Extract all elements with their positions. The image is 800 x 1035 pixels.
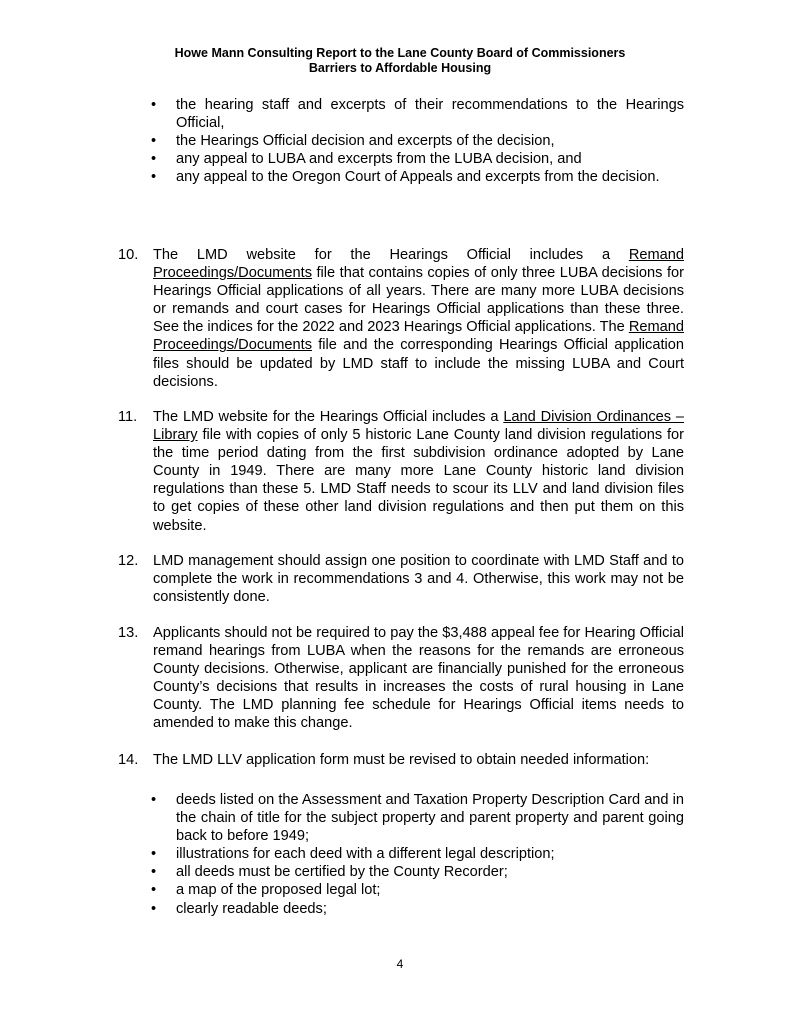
list-item: • all deeds must be certified by the County Recorder;: [118, 863, 684, 881]
list-item: • deeds listed on the Assessment and Taxation Property Description Card and in the chain of title for the subject property and parent property and parent going back to before 1949;: [118, 791, 684, 845]
header-subtitle: Barriers to Affordable Housing: [308, 61, 492, 75]
list-item: • any appeal to the Oregon Court of Appeals and excerpts from the decision.: [118, 168, 684, 186]
list-item: • the hearing staff and excerpts of their recommendations to the Hearings Official,: [118, 96, 684, 132]
list-item: • a map of the proposed legal lot;: [118, 881, 684, 899]
list-item: • the Hearings Official decision and excerpts of the decision,: [118, 132, 684, 150]
item-number: 14.: [118, 752, 139, 768]
recommendation-13: [118, 624, 684, 733]
recommendation-14: [118, 751, 684, 769]
item-text: Applicants should not be required to pay the $3,488 appeal fee for Hearing Official remand hearings from LUBA when the reasons for the remands are erroneous County decisions. Otherwise, applicant are financially punished for the erroneous County’s decisions that results in increases the costs of rural housing in Lane County. The LMD planning fee schedule for Hearings Official items needs to amended to make this change.: [153, 625, 684, 732]
item-text: LMD management should assign one position to coordinate with LMD Staff and to complete the work in recommendations 3 and 4. Otherwise, this work may not be consistently done.: [153, 553, 684, 606]
item-number: 13.: [118, 625, 139, 641]
remand-proceedings-link-2[interactable]: Remand Proceedings/Documents: [153, 319, 684, 354]
document-header: [0, 46, 800, 76]
item-number: 11.: [118, 409, 138, 425]
item-number: 12.: [118, 553, 139, 569]
recommendation-11: [118, 408, 684, 535]
list-item: • any appeal to LUBA and excerpts from the LUBA decision, and: [118, 150, 684, 168]
recommendation-10: [118, 246, 684, 391]
top-bullet-list: [118, 96, 684, 186]
header-title: Howe Mann Consulting Report to the Lane County Board of Commissioners: [174, 46, 626, 60]
item-text: The LMD LLV application form must be revised to obtain needed information:: [153, 752, 650, 768]
item-text: The LMD website for the Hearings Official includes a Remand Proceedings/Documents file that contains copies of only three LUBA decisions for Hearings Official applications of all years. There are many more LUBA decisions or remands and court cases for Hearings Official applications than these three. See the indices for the 2022 and 2023 Hearings Official applications. The Remand Proceedings/Documents file and the corresponding Hearings Official application files should be updated by LMD staff to include the missing LUBA and Court decisions.: [153, 247, 684, 390]
land-division-ordinances-link[interactable]: Land Division Ordinances – Library: [153, 409, 684, 444]
recommendation-12: [118, 552, 684, 606]
item-number: 10.: [118, 247, 139, 263]
page-number: 4: [396, 957, 404, 971]
list-item: • illustrations for each deed with a different legal description;: [118, 845, 684, 863]
bottom-bullet-list: [118, 791, 684, 918]
list-item: • clearly readable deeds;: [118, 900, 684, 918]
item-text: The LMD website for the Hearings Official includes a Land Division Ordinances – Library file with copies of only 5 historic Lane County land division regulations for the time period dating from the first subdivision ordinance adopted by Lane County in 1949. There are many more Lane County historic land division regulations than these 5. LMD Staff needs to scour its LLV and land division files to get copies of these other land division regulations and then put them on this website.: [153, 409, 684, 534]
remand-proceedings-link[interactable]: Remand Proceedings/Documents: [153, 247, 684, 282]
